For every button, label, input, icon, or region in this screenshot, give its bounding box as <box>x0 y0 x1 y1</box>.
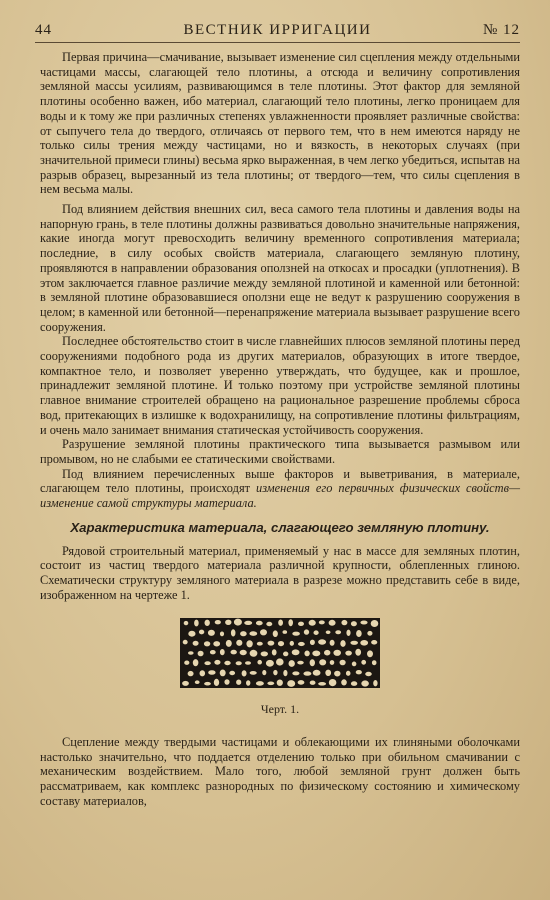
soil-particle <box>235 661 242 666</box>
soil-particle <box>341 679 347 686</box>
soil-particle <box>346 671 351 677</box>
soil-particle <box>208 670 216 675</box>
soil-particle <box>273 670 278 676</box>
soil-particle <box>187 671 194 677</box>
soil-particle <box>192 659 198 667</box>
soil-particle <box>192 641 199 647</box>
soil-particle <box>283 670 288 677</box>
soil-particle <box>213 641 221 647</box>
paragraph: Под влиянием действия внешних сил, веса самого тела плотины и давления воды на напорную грань, в теле плотины должны развиваться довольно значительные напряжения, какие иногда могут превосходить величину временного сопротивления материала; последние, в силу особых свойств материала, слагающего земляную плотину, проявляются в направлении образования оползней на откосах и просадки (уплотнения). В этом заключается главное различие между земляной плотиной и каменной или бетонной: в земляной плотине образовавшиеся оползни еще не ведут к разрушению сооружения в целом; в каменной или бетонной—перенапряжение материала вызывает разрушение всего сооружения. <box>40 202 520 334</box>
soil-particle <box>341 620 348 626</box>
soil-particle <box>210 650 217 655</box>
soil-particle <box>303 629 309 635</box>
soil-particle <box>288 619 293 627</box>
soil-particle <box>267 641 275 647</box>
soil-particle <box>204 682 212 686</box>
soil-particle <box>245 661 252 665</box>
soil-particle <box>182 640 188 645</box>
soil-particle <box>361 680 369 687</box>
page-header <box>35 22 520 43</box>
paragraph: Сцепление между твердыми частицами и облекающими их глиняными оболочками настолько значительно, что поддается отделению только при обильном смачивании с механическим воздействием. Мало того, любой земляной грунт должен быть рассматриваем, как комплекс разнородных по физическому состоянию и химическому составу материалов, <box>40 735 520 808</box>
soil-particle <box>282 630 287 634</box>
soil-particle <box>241 670 247 677</box>
soil-particle <box>276 679 283 686</box>
section-heading: Характеристика материала, слагающего земляную плотину. <box>70 519 490 535</box>
soil-particle <box>292 671 300 676</box>
soil-particle <box>333 650 341 657</box>
soil-particle <box>213 679 219 687</box>
soil-particle <box>204 641 211 647</box>
paragraph: Рядовой строительный материал, применяемый у нас в массе для земляных плотин, состоит из частиц твердого материала различной крупности, облепленных глиною. Схематически структуру земляного материала в разрезе можно представить себе в виде, изображенном на чертеже 1. <box>40 543 520 602</box>
soil-particle <box>199 670 205 677</box>
soil-particle <box>346 630 351 637</box>
soil-particle <box>278 619 284 626</box>
issue-number: № 12 <box>482 22 520 38</box>
soil-particle <box>246 680 251 686</box>
soil-particle <box>309 680 316 685</box>
soil-particle <box>276 658 284 666</box>
soil-particle <box>372 660 377 666</box>
soil-particle <box>308 620 316 627</box>
soil-particle <box>318 682 327 686</box>
soil-particle <box>365 672 372 677</box>
soil-particle <box>329 660 334 666</box>
soil-particle <box>272 630 278 637</box>
soil-particle <box>355 670 362 675</box>
soil-particle <box>287 680 296 688</box>
soil-particle <box>297 680 305 685</box>
soil-particle <box>309 659 315 667</box>
soil-particle <box>220 649 226 656</box>
soil-particle <box>246 640 253 648</box>
soil-particle <box>249 671 257 676</box>
soil-particle <box>197 651 204 657</box>
figure-caption: Черт. 1. <box>260 702 300 717</box>
soil-structure-illustration <box>180 618 380 688</box>
soil-particle <box>288 660 295 668</box>
soil-particle <box>194 680 200 684</box>
soil-particle <box>318 639 327 645</box>
soil-particle <box>292 632 300 637</box>
soil-particle <box>188 631 196 638</box>
soil-particle <box>266 622 273 627</box>
soil-particle <box>335 630 342 635</box>
soil-particle <box>367 631 373 637</box>
soil-particle <box>325 630 331 634</box>
soil-particle <box>313 630 319 635</box>
soil-particle <box>199 630 205 636</box>
soil-particle <box>310 640 316 646</box>
soil-particle <box>328 620 336 627</box>
soil-particle <box>312 670 321 677</box>
soil-particle <box>224 679 230 685</box>
soil-particle <box>219 669 226 677</box>
paragraph-emphasis: изменения его первичных физических свойств—изменение самой структуры материала. <box>40 481 521 511</box>
soil-particle <box>204 661 211 666</box>
soil-particle <box>182 681 190 687</box>
paragraph <box>40 467 520 511</box>
soil-structure-figure <box>180 618 380 688</box>
soil-particle <box>257 660 262 665</box>
soil-particle <box>220 631 225 637</box>
soil-particle <box>256 642 263 647</box>
soil-particle <box>298 622 305 627</box>
paragraph: Первая причина—смачивание, вызывает изменение сил сцепления между отдельными частицами массы, слагающей тело плотины, а отсюда и величину сопротивления земляной массы усилиям, развивающимся в теле плотины. Этот фактор для земляной плотины особенно важен, ибо материал, слагающий тело плотины, легко проницаем для воды и к тому же при различных степенях увлажненности проявляет различные свойства: от сыпучего тела до твердого, отличаясь от первого тем, что в нем имеются наряду не только силы трения между частицами, но и вязкость, в некоторых случаях (при значительной примеси глины) весьма ярко выраженная, в чем легко убедиться, испытав на разрыв образец, вырезанный из тела плотины; от твердого—тем, что силы сцепления в нем весьма малы. <box>40 50 520 197</box>
soil-particle <box>249 650 258 658</box>
soil-particle <box>229 671 236 676</box>
soil-particle <box>194 620 199 628</box>
soil-particle <box>267 681 275 685</box>
soil-particle <box>224 661 231 666</box>
soil-particle <box>225 640 232 648</box>
soil-particle <box>324 650 331 656</box>
soil-particle <box>371 640 378 645</box>
soil-particle <box>304 650 310 657</box>
soil-particle <box>340 640 346 648</box>
soil-particle <box>351 661 356 667</box>
soil-particle <box>244 621 253 626</box>
soil-particle <box>367 650 374 658</box>
soil-particle <box>291 649 300 656</box>
soil-particle <box>278 641 285 647</box>
soil-particle <box>345 651 352 657</box>
soil-particle <box>236 679 242 685</box>
soil-particle <box>208 630 216 637</box>
soil-particle <box>283 651 289 657</box>
soil-particle <box>225 620 232 626</box>
soil-particle <box>260 651 268 657</box>
soil-particle <box>297 661 304 666</box>
soil-particle <box>184 660 190 665</box>
soil-particle <box>312 650 321 657</box>
journal-title: ВЕСТНИК ИРРИГАЦИИ <box>183 22 372 38</box>
page-number: 44 <box>35 22 52 38</box>
soil-particle <box>350 641 358 646</box>
soil-particle <box>266 660 275 668</box>
soil-particle <box>318 620 325 625</box>
soil-particle <box>360 640 369 646</box>
soil-particle <box>298 642 306 647</box>
soil-particle <box>339 660 346 666</box>
soil-particle <box>236 640 243 647</box>
soil-particle <box>319 659 327 666</box>
soil-particle <box>361 660 367 666</box>
soil-particle <box>289 641 294 647</box>
soil-particle <box>351 621 358 627</box>
soil-particle <box>230 650 237 655</box>
soil-particle <box>373 680 378 687</box>
soil-particle <box>249 631 258 636</box>
soil-particle <box>256 681 265 686</box>
soil-particle <box>351 681 358 686</box>
soil-particle <box>370 620 378 628</box>
soil-particle <box>329 640 335 647</box>
soil-particle <box>204 620 210 627</box>
paragraph: Разрушение земляной плотины практического типа вызывается размывом или промывом, но не слабыми ее статическими свойствами. <box>40 437 520 466</box>
article-body <box>40 50 520 809</box>
soil-particle <box>356 630 362 638</box>
soil-particle <box>360 620 368 625</box>
paragraph: Последнее обстоятельство стоит в числе главнейших плюсов земляной плотины перед сооружениями подобного рода из других материалов, образующих в итоге твердое, компактное тело, и позволяет уверенно утверждать, что будущее, как и прошлое, принадлежит земляной плотине. И только поэтому при устройстве земляной плотины главное внимание строителей обращено на рациональное разрешение проблемы сброса вод, притекающих в излишке к водохранилищу, на сопротивление плотины фильтрациям, и очень мало занимает внимания статическая устойчивость сооружения. <box>40 334 520 437</box>
paragraph-text: Под влиянием перечисленных выше факторов и выветривания, в материале, слагающем тело плотины, происходят <box>40 466 520 496</box>
soil-particle <box>303 671 312 676</box>
soil-particle <box>240 631 247 637</box>
soil-particle <box>239 650 247 656</box>
soil-particle <box>328 679 336 687</box>
soil-particle <box>260 629 268 636</box>
soil-particle <box>256 621 264 626</box>
soil-particle <box>234 619 243 627</box>
soil-particle <box>325 670 332 677</box>
soil-particle <box>214 660 221 666</box>
soil-particle <box>262 670 267 676</box>
soil-particle <box>188 651 194 655</box>
soil-particle <box>183 621 188 626</box>
soil-particle <box>334 671 341 678</box>
soil-particle <box>355 649 362 657</box>
soil-particle <box>271 649 277 656</box>
soil-particle <box>214 620 221 625</box>
soil-particle <box>231 629 236 637</box>
